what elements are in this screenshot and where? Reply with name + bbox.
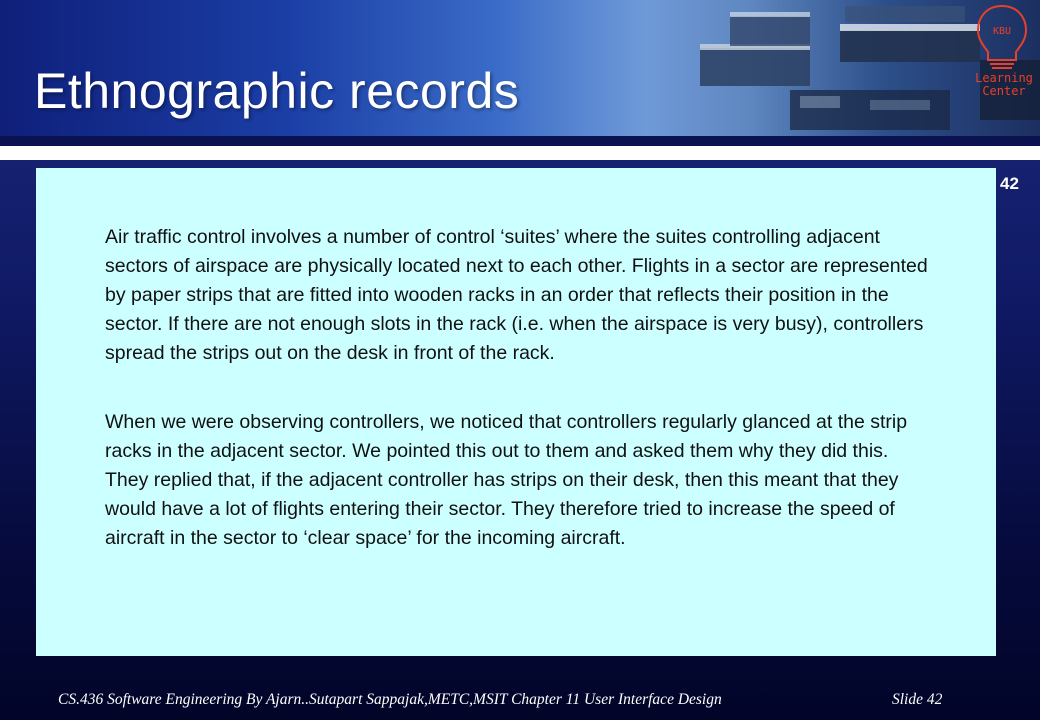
- logo-badge-text: KBU: [992, 26, 1012, 37]
- header-divider-white: [0, 146, 1040, 160]
- learning-center-logo: [964, 0, 1040, 100]
- logo-line2: Center: [982, 84, 1026, 98]
- footer-course-text: CS.436 Software Engineering By Ajarn..Sutapart Sappajak,METC,MSIT Chapter 11 User Interface Design: [58, 691, 722, 708]
- logo-line1: Learning: [975, 71, 1033, 85]
- header-divider-dark: [0, 136, 1040, 146]
- paragraph-air-traffic: Air traffic control involves a number of control ‘suites’ where the suites controlling adjacent sectors of airspace are physically located next to each other. Flights in a sector are represented by paper strips that are fitted into wooden racks in an order that reflects their position in the sector. If there are not enough slots in the rack (i.e. when the airspace is very busy), controllers spread the strips out on the desk in front of the rack.: [105, 226, 928, 364]
- footer-slide-number: Slide 42: [892, 691, 943, 708]
- paragraph-observation: When we were observing controllers, we noticed that controllers regularly glanced at the strip racks in the adjacent sector. We pointed this out to them and asked them why they did this. They replied that, if the adjacent controller has strips on their desk, then this meant that they would have a lot of flights entering their sector. They therefore tried to increase the speed of aircraft in the sector to ‘clear space’ for the incoming aircraft.: [105, 411, 908, 549]
- slide-title: Ethnographic records: [34, 63, 520, 119]
- slide-header: [0, 0, 1040, 136]
- lightbulb-icon: [978, 6, 1026, 68]
- slide-footer: [0, 691, 1040, 715]
- slide-number-top: 42: [1000, 174, 1019, 193]
